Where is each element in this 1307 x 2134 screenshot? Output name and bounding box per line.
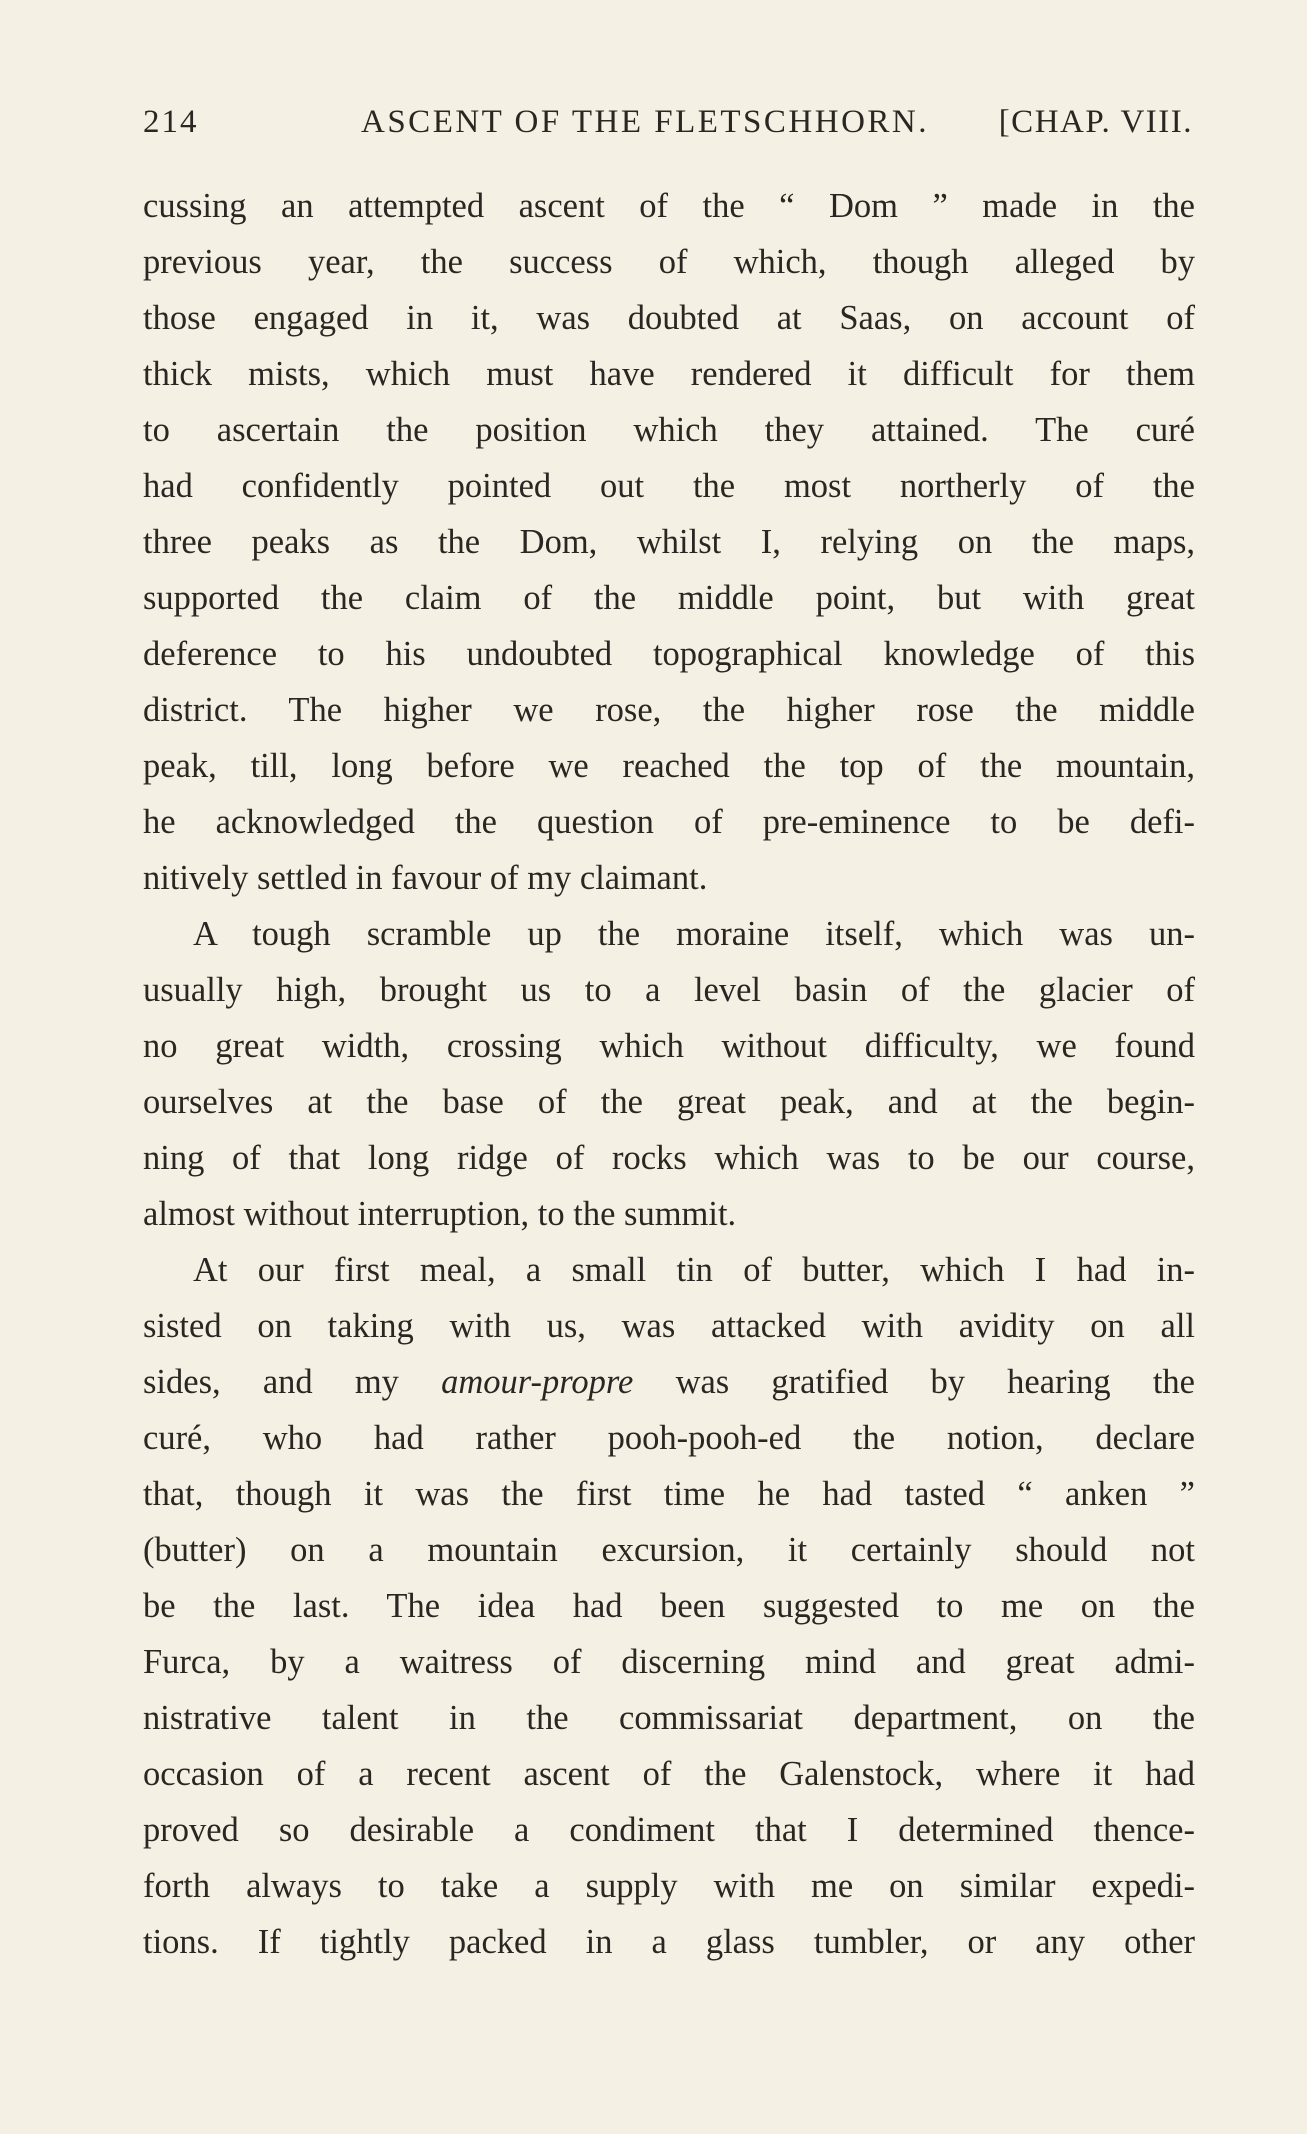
text-line: ning of that long ridge of rocks which was to be our course, xyxy=(143,1139,1195,1177)
text-line xyxy=(143,1354,1195,1410)
text-line: peak, till, long before we reached the top of the mountain, xyxy=(143,747,1195,785)
text-line: thick mists, which must have rendered it difficult for them xyxy=(143,355,1195,393)
text-line: tions. If tightly packed in a glass tumbler, or any other xyxy=(143,1923,1195,1961)
text-line: forth always to take a supply with me on similar expedi- xyxy=(143,1867,1195,1905)
text-line: At our first meal, a small tin of butter, which I had in- xyxy=(193,1251,1195,1289)
text-line: be the last. The idea had been suggested to me on the xyxy=(143,1587,1195,1625)
text-line: had confidently pointed out the most northerly of the xyxy=(143,467,1195,505)
text-line: (butter) on a mountain excursion, it certainly should not xyxy=(143,1531,1195,1569)
text-line: curé, who had rather pooh-pooh-ed the notion, declare xyxy=(143,1419,1195,1457)
text-line: Furca, by a waitress of discerning mind and great admi- xyxy=(143,1643,1195,1681)
text-line: nistrative talent in the commissariat department, on the xyxy=(143,1699,1195,1737)
text-line: almost without interruption, to the summit. xyxy=(143,1195,737,1233)
italic-phrase: amour-propre xyxy=(441,1363,634,1401)
text-segment: sides, and my xyxy=(143,1363,442,1401)
text-line: usually high, brought us to a level basin of the glacier of xyxy=(143,971,1195,1009)
text-line: proved so desirable a condiment that I determined thence- xyxy=(143,1811,1195,1849)
text-line: nitively settled in favour of my claimant. xyxy=(143,859,708,897)
text-line: cussing an attempted ascent of the “ Dom ” made in the xyxy=(143,187,1195,225)
text-line: sisted on taking with us, was attacked with avidity on all xyxy=(143,1307,1195,1345)
text-line: ourselves at the base of the great peak, and at the begin- xyxy=(143,1083,1195,1121)
text-line: supported the claim of the middle point, but with great xyxy=(143,579,1195,617)
text-line: three peaks as the Dom, whilst I, relying on the maps, xyxy=(143,523,1195,561)
text-segment: was gratified by hearing the xyxy=(633,1363,1195,1401)
text-line: no great width, crossing which without difficulty, we found xyxy=(143,1027,1195,1065)
chapter-label: [CHAP. VIII. xyxy=(998,104,1193,140)
running-header xyxy=(143,104,1193,148)
text-line: district. The higher we rose, the higher rose the middle xyxy=(143,691,1195,729)
text-line: deference to his undoubted topographical knowledge of this xyxy=(143,635,1195,673)
text-line: those engaged in it, was doubted at Saas, on account of xyxy=(143,299,1195,337)
text-line: to ascertain the position which they attained. The curé xyxy=(143,411,1195,449)
text-line: previous year, the success of which, though alleged by xyxy=(143,243,1195,281)
running-title: ASCENT OF THE FLETSCHHORN. xyxy=(361,104,930,140)
body-text xyxy=(143,178,1195,1970)
page-number: 214 xyxy=(143,104,199,140)
text-line: he acknowledged the question of pre-eminence to be defi- xyxy=(143,803,1195,841)
text-line: occasion of a recent ascent of the Galenstock, where it had xyxy=(143,1755,1195,1793)
text-line: that, though it was the first time he had tasted “ anken ” xyxy=(143,1475,1195,1513)
text-line: A tough scramble up the moraine itself, which was un- xyxy=(193,915,1195,953)
